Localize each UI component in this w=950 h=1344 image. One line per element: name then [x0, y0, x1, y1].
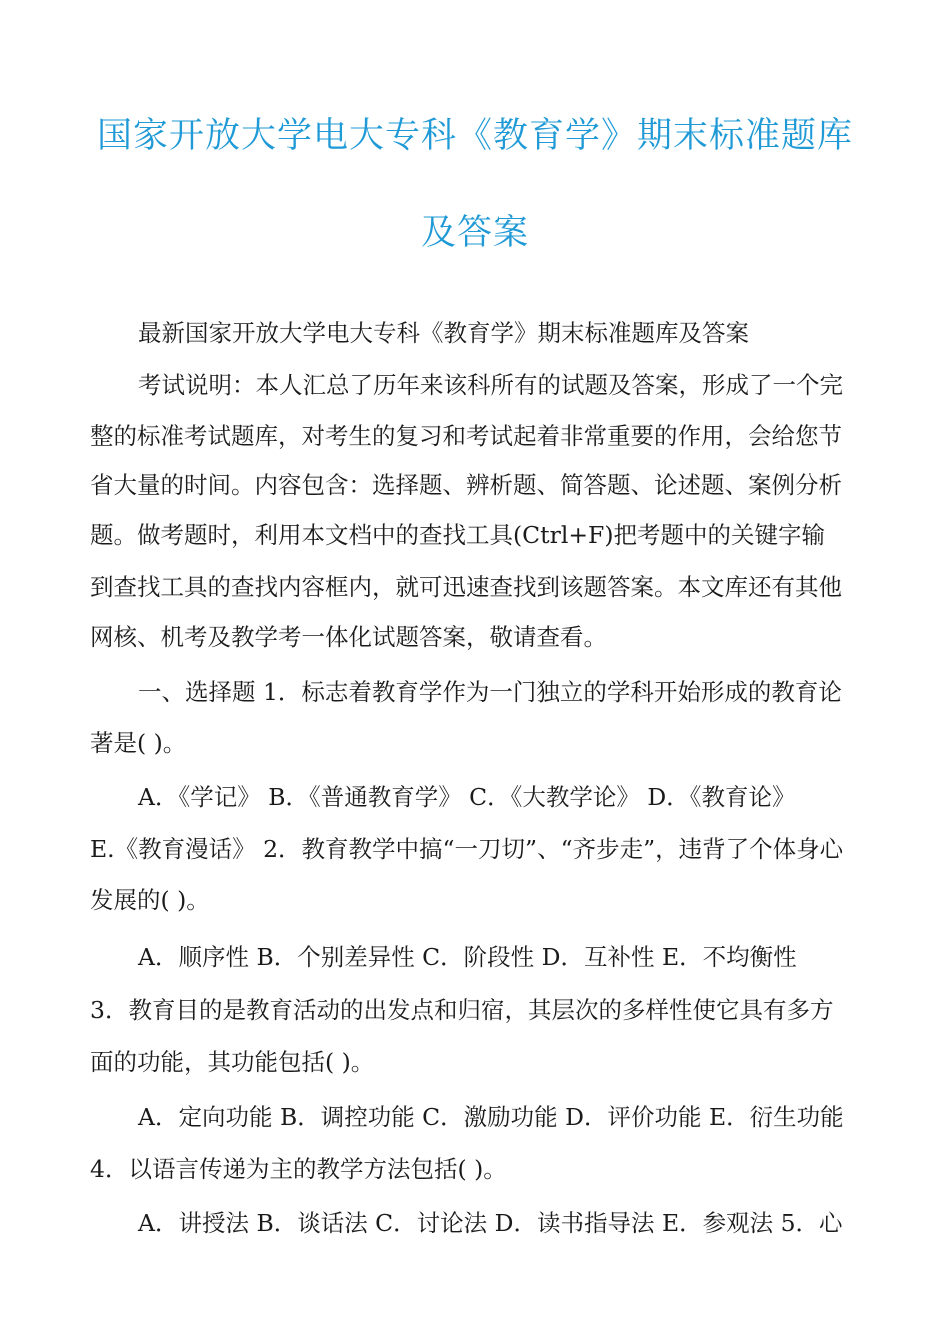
paragraph-line: 考试说明：本人汇总了历年来该科所有的试题及答案，形成了一个完 [138, 371, 843, 399]
paragraph-line: 题。做考题时，利用本文档中的查找工具(Ctrl+F)把考题中的关键字输 [90, 521, 826, 549]
paragraph-line: A．《学记》 B．《普通教育学》 C．《大教学论》 D．《教育论》 [138, 783, 796, 811]
paragraph-line: 省大量的时间。内容包含：选择题、辨析题、简答题、论述题、案例分析 [90, 471, 842, 499]
document-title-line-2: 及答案 [420, 213, 529, 253]
paragraph-line: 网核、机考及教学考一体化试题答案，敬请查看。 [90, 623, 607, 651]
paragraph-line: A．顺序性 B．个别差异性 C．阶段性 D．互补性 E．不均衡性 [138, 943, 797, 971]
paragraph-line: 发展的( )。 [90, 886, 210, 914]
document-title-line-1: 国家开放大学电大专科《教育学》期末标准题库 [96, 116, 853, 156]
paragraph-line: 3．教育目的是教育活动的出发点和归宿，其层次的多样性使它具有多方 [90, 996, 834, 1024]
paragraph-line: 一、选择题 1．标志着教育学作为一门独立的学科开始形成的教育论 [138, 678, 842, 706]
paragraph-line: 面的功能，其功能包括( )。 [90, 1048, 375, 1076]
paragraph-line: 最新国家开放大学电大专科《教育学》期末标准题库及答案 [138, 319, 749, 347]
paragraph-line: E.《教育漫话》 2．教育教学中搞“一刀切”、“齐步走”，违背了个体身心 [90, 835, 844, 863]
paragraph-line: A．定向功能 B．调控功能 C．激励功能 D．评价功能 E．衍生功能 [138, 1103, 844, 1131]
paragraph-line: 著是( )。 [90, 729, 187, 757]
paragraph-line: A．讲授法 B．谈话法 C．讨论法 D．读书指导法 E．参观法 5．心 [138, 1209, 843, 1237]
paragraph-line: 整的标准考试题库，对考生的复习和考试起着非常重要的作用，会给您节 [90, 422, 842, 450]
paragraph-line: 到查找工具的查找内容框内，就可迅速查找到该题答案。本文库还有其他 [90, 573, 842, 601]
paragraph-line: 4．以语言传递为主的教学方法包括( )。 [90, 1155, 507, 1183]
